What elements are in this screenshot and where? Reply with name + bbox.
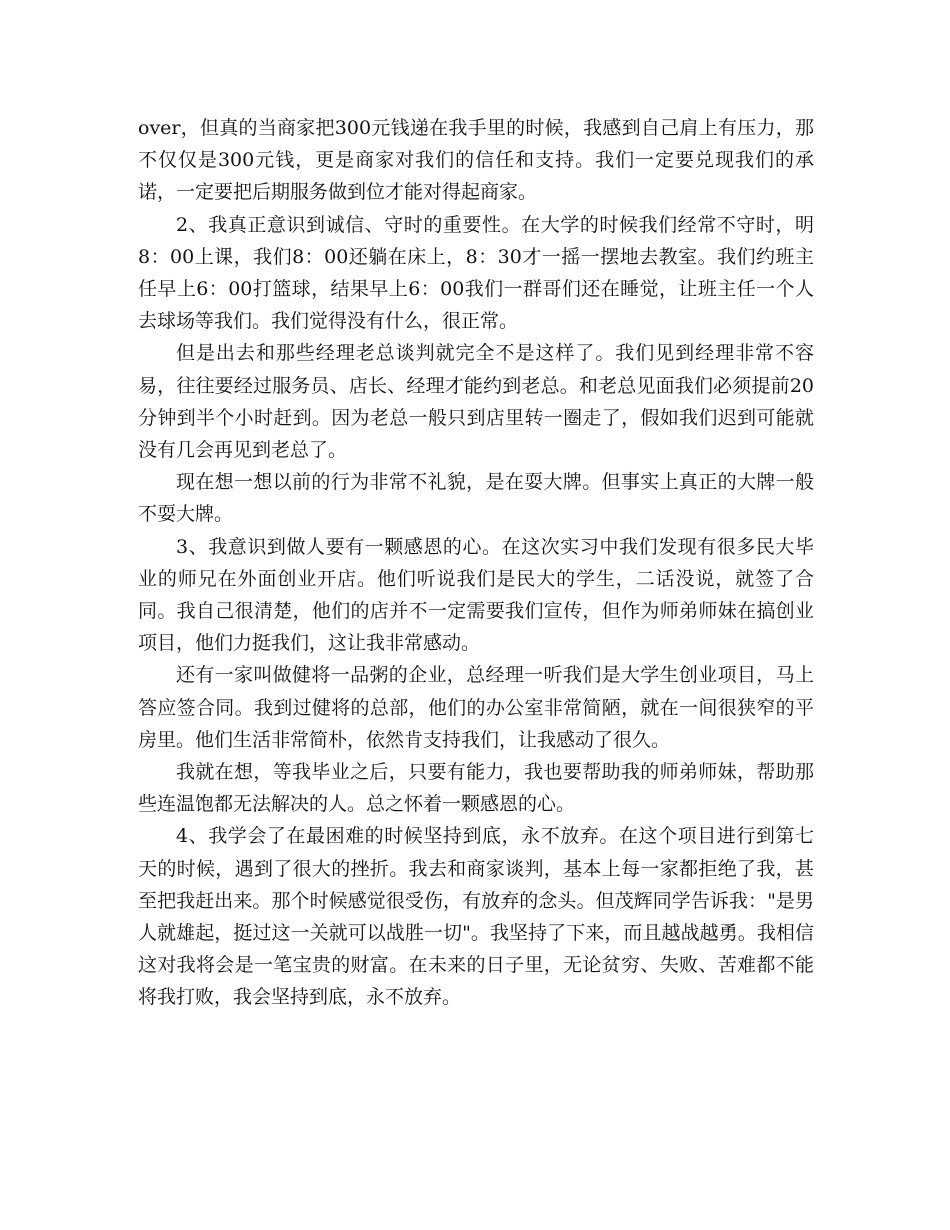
- paragraph-helping-others: 我就在想，等我毕业之后，只要有能力，我也要帮助我的师弟师妹，帮助那些连温饱都无法解决的人。总之怀着一颗感恩的心。: [138, 761, 814, 816]
- paragraph-honesty-punctuality: 2、我真正意识到诚信、守时的重要性。在大学的时候我们经常不守时，明8：00上课，我们8：00还躺在床上，8：30才一摇一摆地去教室。我们约班主任早上6：00打篮球，结果早上6：00我们一群哥们还在睡觉，让班主任一个人去球场等我们。我们觉得没有什么，很正常。: [138, 213, 814, 333]
- paragraph-jianjiang-company: 还有一家叫做健将一品粥的企业，总经理一听我们是大学生创业项目，马上答应签合同。我到过健将的总部，他们的办公室非常简陋，就在一间很狭窄的平房里。他们生活非常简朴，依然肯支持我们，让我感动了很久。: [138, 664, 814, 751]
- paragraph-perseverance: 4、我学会了在最困难的时候坚持到底，永不放弃。在这个项目进行到第七天的时候，遇到了很大的挫折。我去和商家谈判，基本上每一家都拒绝了我，甚至把我赶出来。那个时候感觉很受伤，有放弃的念头。但茂辉同学告诉我："是男人就雄起，挺过这一关就可以战胜一切"。我坚持了下来，而且越战越勇。我相信这对我将会是一笔宝贵的财富。在未来的日子里，无论贫穷、失败、苦难都不能将我打败，我会坚持到底，永不放弃。: [138, 825, 814, 1009]
- paragraph-gratitude: 3、我意识到做人要有一颗感恩的心。在这次实习中我们发现有很多民大毕业的师兄在外面创业开店。他们听说我们是民大的学生，二话没说，就签了合同。我自己很清楚，他们的店并不一定需要我们宣传，但作为师弟师妹在搞创业项目，他们力挺我们，这让我非常感动。: [138, 535, 814, 655]
- paragraph-negotiation: 但是出去和那些经理老总谈判就完全不是这样了。我们见到经理非常不容易，往往要经过服务员、店长、经理才能约到老总。和老总见面我们必须提前20分钟到半个小时赶到。因为老总一般只到店里转一圈走了，假如我们迟到可能就没有几会再见到老总了。: [138, 342, 814, 462]
- paragraph-continuation: over，但真的当商家把300元钱递在我手里的时候，我感到自己肩上有压力，那不仅仅是300元钱，更是商家对我们的信任和支持。我们一定要兑现我们的承诺，一定要把后期服务做到位才能对得起商家。: [138, 117, 814, 204]
- document-body: [138, 112, 814, 1014]
- paragraph-reflection: 现在想一想以前的行为非常不礼貌，是在耍大牌。但事实上真正的大牌一般不耍大牌。: [138, 471, 814, 526]
